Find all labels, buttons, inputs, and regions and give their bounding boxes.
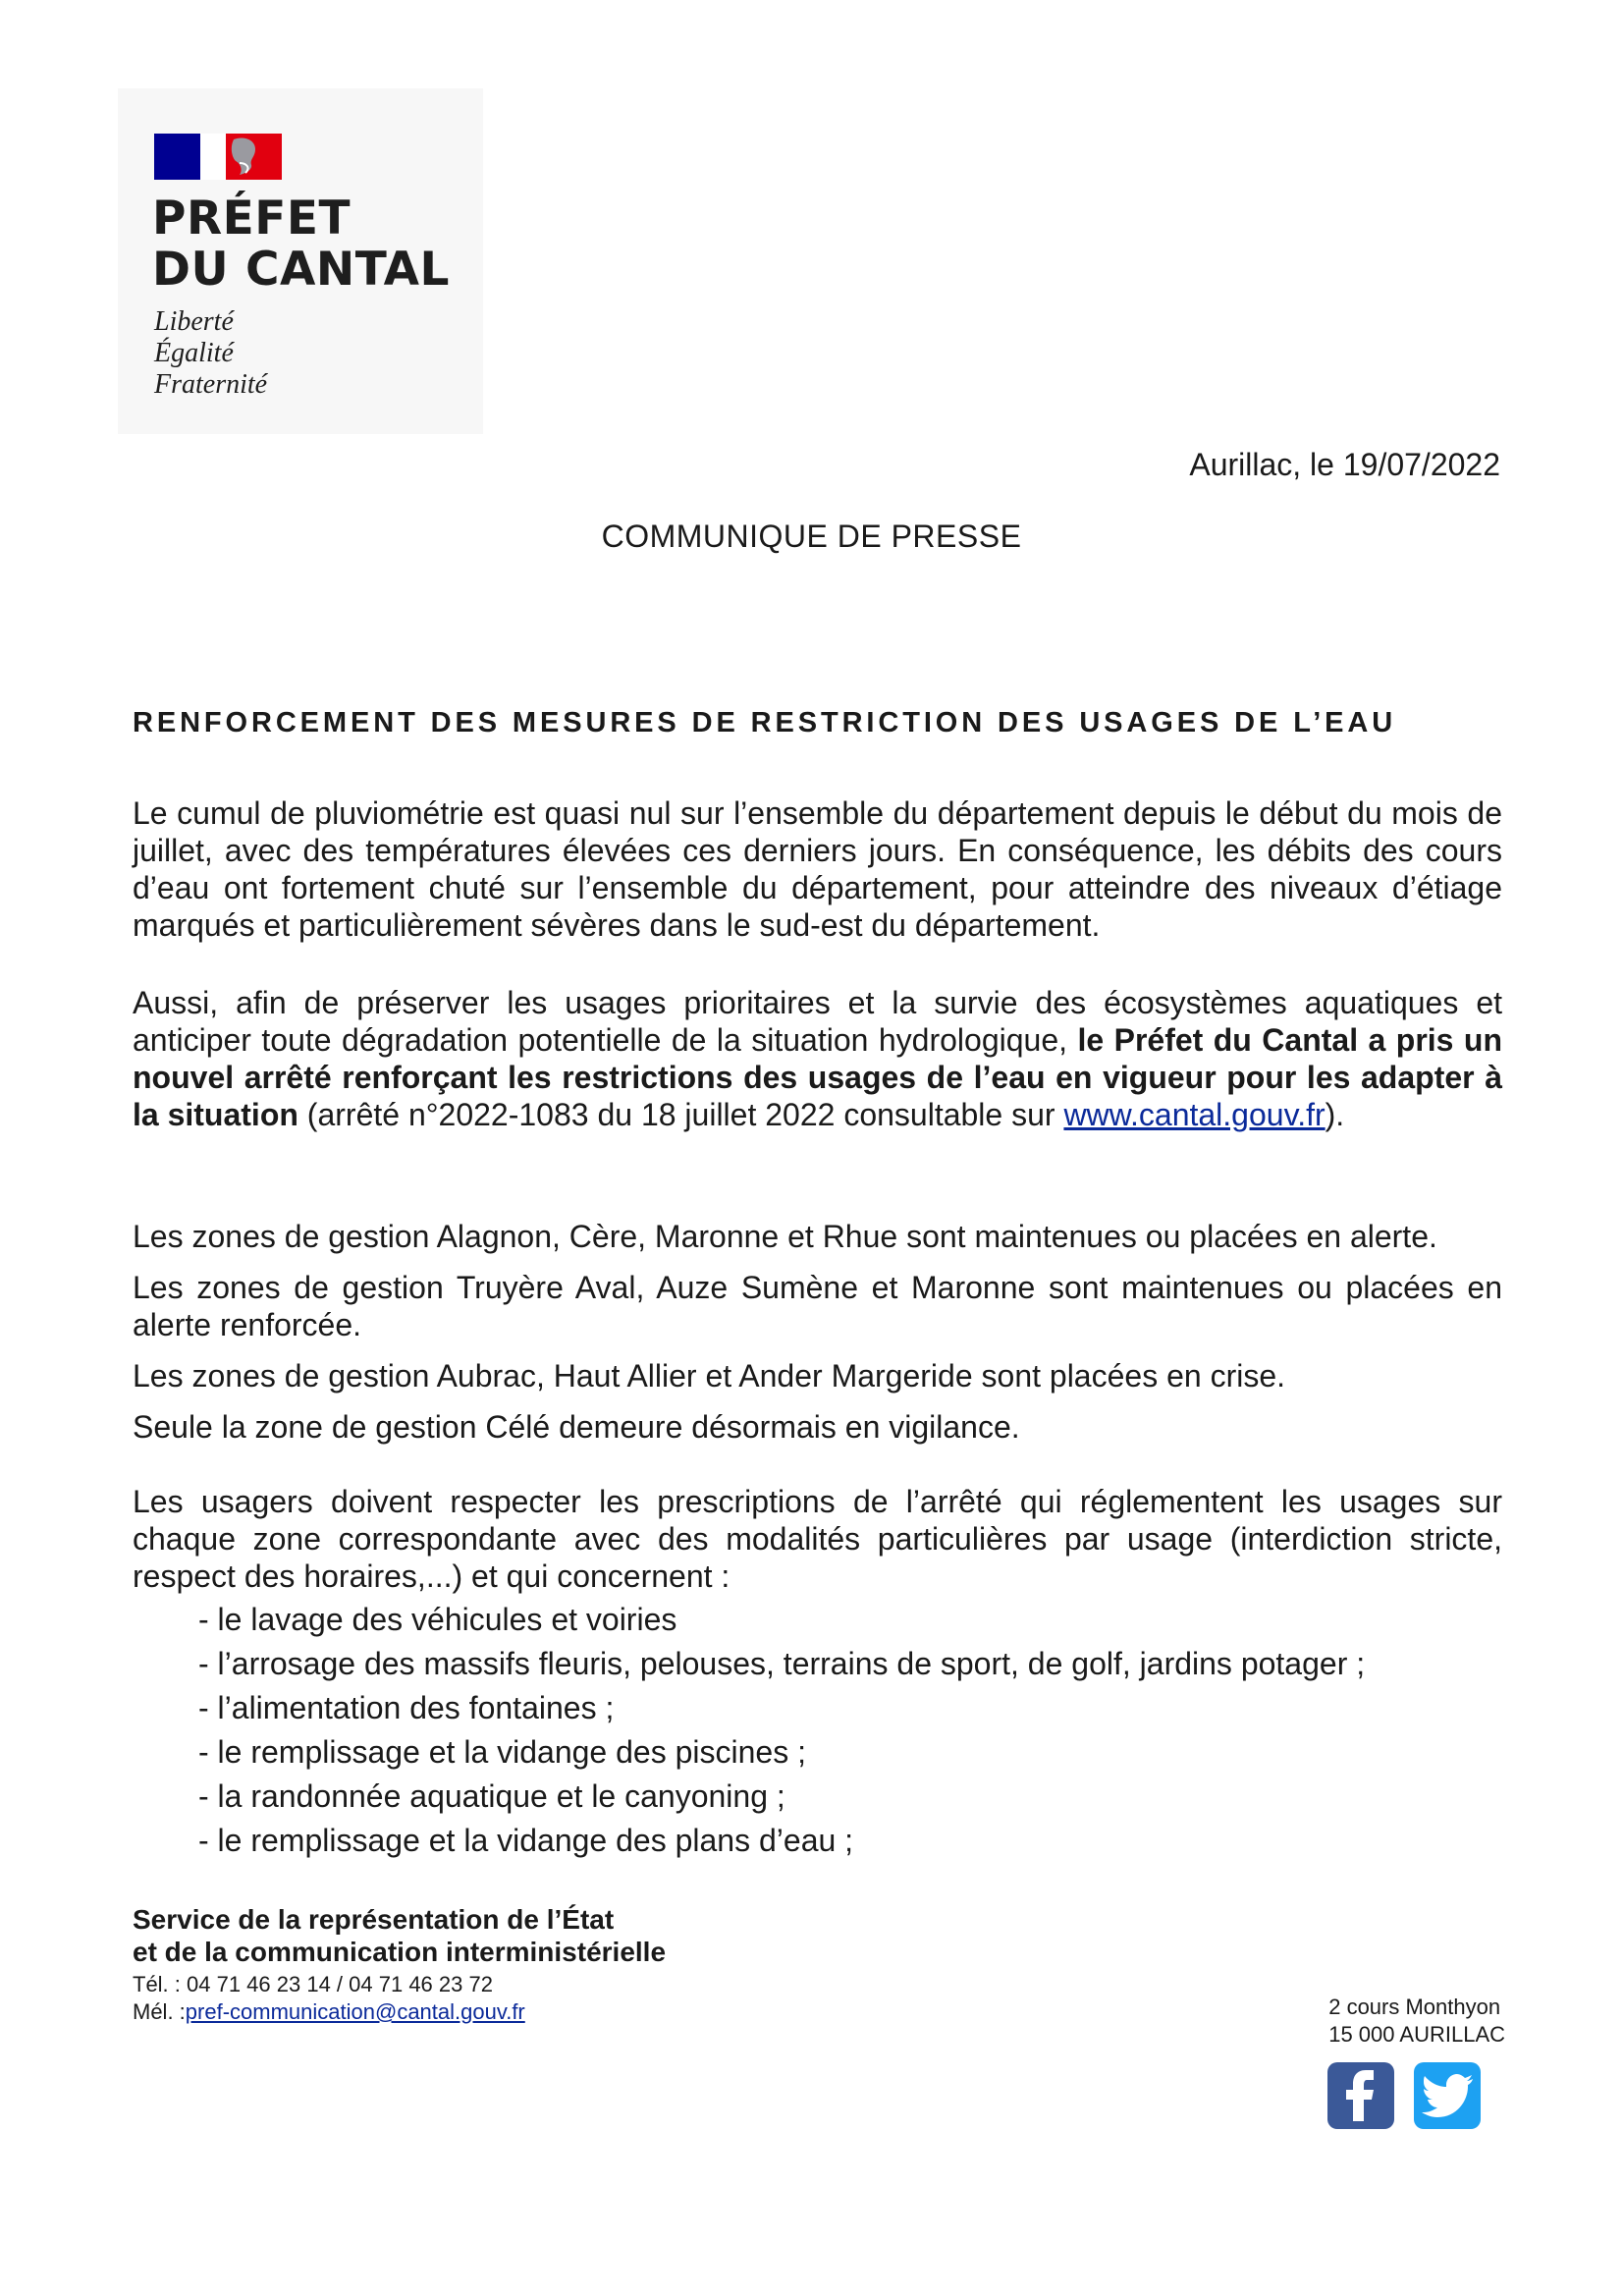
institution-line-2: DU CANTAL (152, 243, 450, 297)
service-line-1: Service de la représentation de l’État (133, 1904, 615, 1935)
decision-end: ). (1325, 1097, 1345, 1132)
website-link[interactable]: www.cantal.gouv.fr (1063, 1097, 1325, 1132)
service-line-2: et de la communication interministérielle (133, 1937, 667, 1967)
service-name (133, 1903, 666, 1968)
email-line (133, 1998, 666, 2026)
zone-alerte-renforcee: Les zones de gestion Truyère Aval, Auze Sumène et Maronne sont maintenues ou placées en alerte renforcée. (133, 1270, 1502, 1342)
list-item: - l’arrosage des massifs fleuris, pelouses, terrains de sport, de golf, jardins potager ; (198, 1646, 1366, 1681)
list-item: - l’alimentation des fontaines ; (198, 1690, 615, 1725)
zone-vigilance: Seule la zone de gestion Célé demeure désormais en vigilance. (133, 1409, 1020, 1445)
decision-bold: le Préfet du Cantal a pris un nouvel arrêté renforçant les restrictions des usages de l’eau en vigueur pour les adapter à la situation (133, 1022, 1503, 1132)
social-links (1327, 2062, 1481, 2129)
marianne-icon (226, 134, 265, 180)
decision-intro: Aussi, afin de préserver les usages prioritaires et la survie des écosystèmes aquatiques et anticiper toute dégradation potentielle de la situation hydrologique, (133, 985, 1502, 1058)
paragraph-prescriptions: Les usagers doivent respecter les prescriptions de l’arrêté qui réglementent les usages sur chaque zone correspondante avec des modalités particulières par usage (interdiction stricte, respect des horaires,...) et qui concernent : (133, 1484, 1502, 1594)
press-release-title: RENFORCEMENT DES MESURES DE RESTRICTION DES USAGES DE L’EAU (133, 707, 1397, 738)
document-type: COMMUNIQUE DE PRESSE (601, 519, 1022, 554)
place-and-date: Aurillac, le 19/07/2022 (1189, 447, 1500, 482)
list-item: - le remplissage et la vidange des plans d’eau ; (198, 1823, 854, 1858)
republic-flag-logo (154, 134, 282, 180)
email-label: Mél. : (133, 1999, 186, 2024)
motto-liberte: Liberté (154, 306, 234, 337)
institution-name (152, 193, 450, 296)
paragraph-decision (133, 984, 1502, 1133)
zone-alerte: Les zones de gestion Alagnon, Cère, Maronne et Rhue sont maintenues ou placées en alerte. (133, 1219, 1437, 1254)
email-link[interactable]: pref-communication@cantal.gouv.fr (185, 1999, 525, 2024)
institution-line-1: PRÉFET (152, 191, 352, 246)
motto-egalite: Égalité (154, 338, 234, 368)
decision-reference: (arrêté n°2022-1083 du 18 juillet 2022 consultable sur (298, 1097, 1064, 1132)
phone-numbers: Tél. : 04 71 46 23 14 / 04 71 46 23 72 (133, 1972, 493, 1996)
zone-crise: Les zones de gestion Aubrac, Haut Allier et Ander Margeride sont placées en crise. (133, 1358, 1286, 1394)
zones-list (133, 1218, 1502, 1459)
list-item: - le remplissage et la vidange des piscines ; (198, 1734, 806, 1770)
contact-details (133, 1971, 666, 2026)
footer-contact (133, 1903, 666, 2026)
list-item: - la randonnée aquatique et le canyoning ; (198, 1778, 785, 1814)
usages-list (198, 1598, 1365, 1863)
twitter-icon[interactable] (1414, 2062, 1481, 2129)
republic-motto (154, 306, 267, 401)
paragraph-context: Le cumul de pluviométrie est quasi nul sur l’ensemble du département depuis le début du mois de juillet, avec des températures élevées ces derniers jours. En conséquence, les débits des cours d’eau ont fortement chuté sur l’ensemble du département, pour atteindre des niveaux d’étiage marqués et particulièrement sévères dans le sud-est du département. (133, 795, 1502, 943)
address-line-2: 15 000 AURILLAC (1328, 2022, 1505, 2047)
list-item: - le lavage des véhicules et voiries (198, 1602, 677, 1637)
address-line-1: 2 cours Monthyon (1328, 1995, 1501, 2019)
postal-address (1328, 1994, 1505, 2049)
motto-fraternite: Fraternité (154, 369, 268, 400)
facebook-icon[interactable] (1327, 2062, 1394, 2129)
